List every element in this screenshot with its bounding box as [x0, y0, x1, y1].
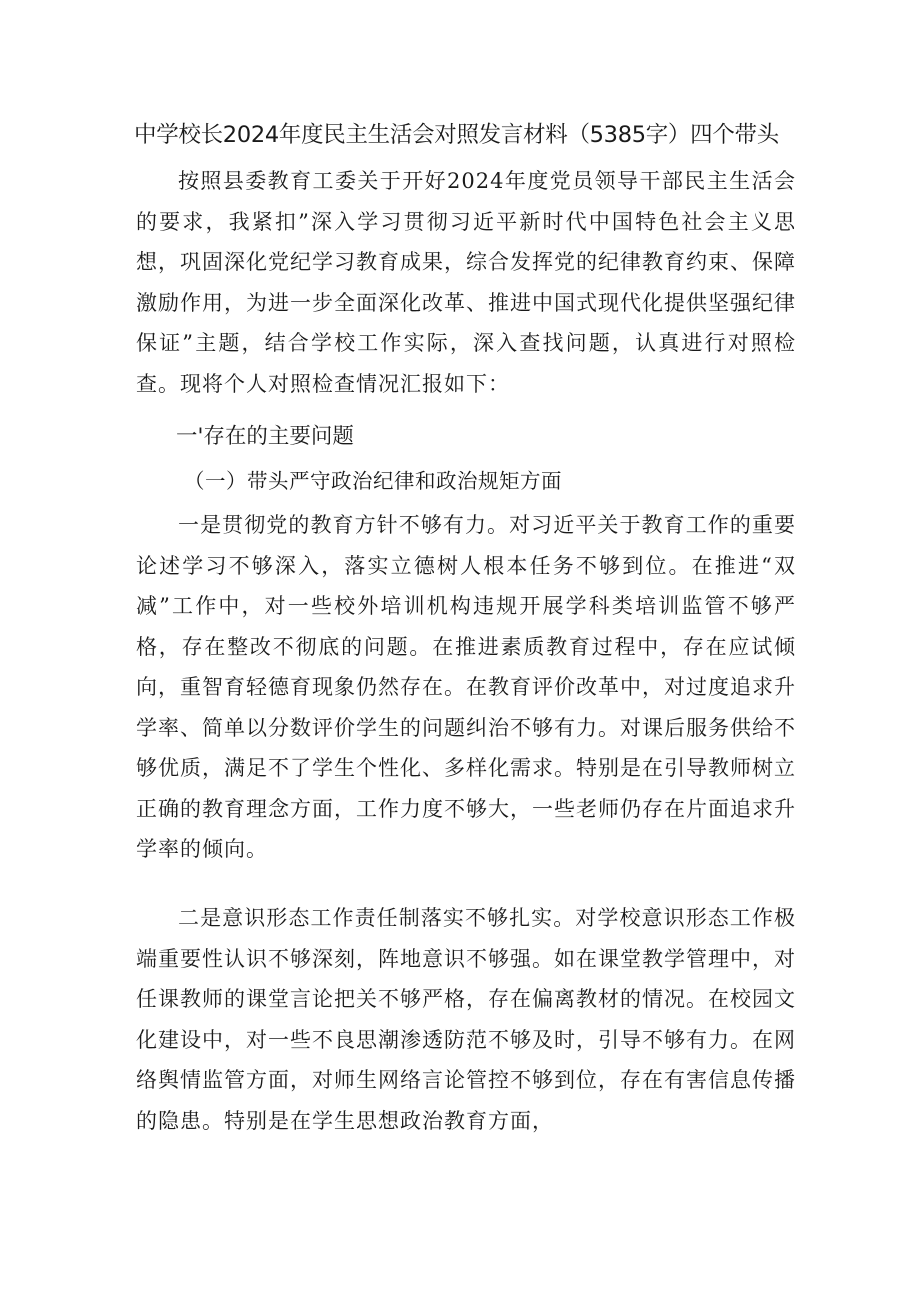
section-heading: 一'存在的主要问题	[176, 424, 354, 449]
intro-paragraph: 按照县委教育工委关于开好2024年度党员领导干部民主生活会的要求，我紧扣”深入学习贯彻习近平新时代中国特色社会主义思想，巩固深化党纪学习教育成果，综合发挥党的纪律教育约束、保障激励作用，为进一步全面深化改革、推进中国式现代化提供坚强纪律保证”主题，结合学校工作实际，深入查找问题，认真进行对照检查。现将个人对照检查情况汇报如下：	[136, 169, 796, 396]
paragraph-education-policy: 一是贯彻党的教育方针不够有力。对习近平关于教育工作的重要论述学习不够深入，落实立德树人根本任务不够到位。在推进“双减”工作中，对一些校外培训机构违规开展学科类培训监管不够严格，存在整改不彻底的问题。在推进素质教育过程中，存在应试倾向，重智育轻德育现象仍然存在。在教育评价改革中，对过度追求升学率、简单以分数评价学生的问题纠治不够有力。对课后服务供给不够优质，满足不了学生个性化、多样化需求。特别是在引导教师树立正确的教育理念方面，工作力度不够大，一些老师仍存在片面追求升学率的倾向。	[136, 513, 796, 861]
document-title: 中学校长2024年度民主生活会对照发言材料（5385字）四个带头	[134, 122, 779, 148]
paragraph-ideology-work: 二是意识形态工作责任制落实不够扎实。对学校意识形态工作极端重要性认识不够深刻，阵地意识不够强。如在课堂教学管理中，对任课教师的课堂言论把关不够严格，存在偏离教材的情况。在校园文化建设中，对一些不良思潮渗透防范不够及时，引导不够有力。在网络舆情监管方面，对师生网络言论管控不够到位，存在有害信息传播的隐患。特别是在学生思想政治教育方面，	[136, 906, 796, 1133]
subsection-heading: （一）带头严守政治纪律和政治规矩方面	[184, 469, 562, 493]
